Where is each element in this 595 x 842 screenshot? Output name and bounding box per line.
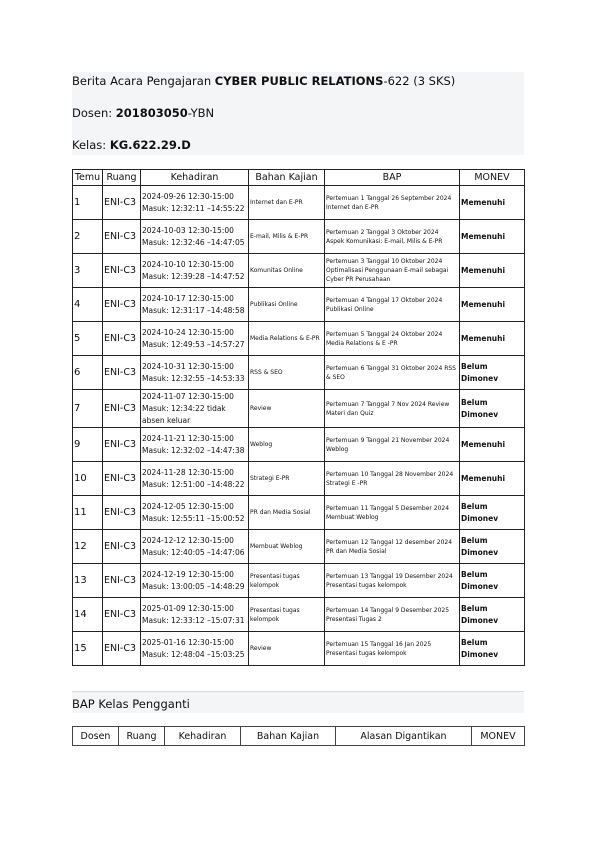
- col-monev: MONEV: [472, 727, 525, 746]
- temu-cell: 4: [73, 288, 103, 322]
- schedule-time: 2024-11-07 12:30-15:00: [142, 391, 234, 401]
- schedule-time: 2024-10-17 12:30-15:00: [142, 293, 234, 303]
- schedule-time: 2025-01-09 12:30-15:00: [142, 603, 234, 613]
- ruang-cell: ENI-C3: [103, 186, 141, 220]
- bap-cell: Pertemuan 7 Tanggal 7 Nov 2024 Review Materi dan Quiz: [325, 390, 460, 428]
- bap-cell: Pertemuan 3 Tanggal 10 Oktober 2024 Optimalisasi Penggunaan E-mail sebagai Cyber PR Perusahaan: [325, 254, 460, 288]
- col-kehadiran: Kehadiran: [141, 170, 249, 186]
- ruang-cell: ENI-C3: [103, 390, 141, 428]
- temu-cell: 6: [73, 356, 103, 390]
- kehadiran-cell: [141, 530, 249, 564]
- schedule-time: 2024-12-05 12:30-15:00: [142, 501, 234, 511]
- check-in-time: Masuk: 12:55:11 –15:00:52: [142, 513, 245, 523]
- check-in-time: Masuk: 12:39:28 –14:47:52: [142, 271, 245, 281]
- ruang-cell: ENI-C3: [103, 598, 141, 632]
- schedule-time: 2024-12-19 12:30-15:00: [142, 569, 234, 579]
- check-in-time: Masuk: 12:32:11 –14:55:22: [142, 203, 245, 213]
- bap-cell: Pertemuan 5 Tanggal 24 Oktober 2024 Media Relations & E -PR: [325, 322, 460, 356]
- monev-status: Memenuhi: [460, 254, 525, 288]
- bahan-cell: Presentasi tugas kelompok: [249, 564, 325, 598]
- schedule-time: 2024-09-26 12:30-15:00: [142, 191, 234, 201]
- temu-cell: 1: [73, 186, 103, 220]
- bahan-cell: Media Relations & E-PR: [249, 322, 325, 356]
- bap-cell: Pertemuan 1 Tanggal 26 September 2024 Internet dan E-PR: [325, 186, 460, 220]
- table-row: [73, 220, 525, 254]
- bahan-cell: Strategi E-PR: [249, 462, 325, 496]
- course-name: CYBER PUBLIC RELATIONS: [214, 74, 384, 88]
- col-ruang: Ruang: [103, 170, 141, 186]
- bap-cell: Pertemuan 2 Tanggal 3 Oktober 2024 Aspek Komunikasi: E-mail, Milis & E-PR: [325, 220, 460, 254]
- monev-status: Belum Dimonev: [460, 632, 525, 666]
- document-title: Berita Acara Pengajaran CYBER PUBLIC RELATIONS-622 (3 SKS): [72, 74, 456, 88]
- schedule-time: 2025-01-16 12:30-15:00: [142, 637, 234, 647]
- check-in-time: Masuk: 12:48:04 –15:03:25: [142, 649, 245, 659]
- temu-cell: 5: [73, 322, 103, 356]
- ruang-cell: ENI-C3: [103, 462, 141, 496]
- ruang-cell: ENI-C3: [103, 220, 141, 254]
- class-code: KG.622.29.D: [109, 138, 191, 152]
- bahan-cell: Internet dan E-PR: [249, 186, 325, 220]
- check-in-time: Masuk: 12:40:05 –14:47:06: [142, 547, 245, 557]
- table-row: [73, 428, 525, 462]
- check-in-time: Masuk: 12:49:53 –14:57:27: [142, 339, 245, 349]
- temu-cell: 7: [73, 390, 103, 428]
- table-row: [73, 530, 525, 564]
- schedule-time: 2024-11-21 12:30-15:00: [142, 433, 234, 443]
- col-bahan-kajian: Bahan Kajian: [249, 170, 325, 186]
- temu-cell: 2: [73, 220, 103, 254]
- lecturer-id: 201803050: [115, 106, 188, 120]
- table-row: [73, 186, 525, 220]
- monev-status: Memenuhi: [460, 288, 525, 322]
- kehadiran-cell: [141, 322, 249, 356]
- bahan-cell: Review: [249, 632, 325, 666]
- temu-cell: 14: [73, 598, 103, 632]
- ruang-cell: ENI-C3: [103, 254, 141, 288]
- kehadiran-cell: [141, 288, 249, 322]
- lecturer-line: Dosen: 201803050-YBN: [72, 106, 215, 120]
- temu-cell: 15: [73, 632, 103, 666]
- temu-cell: 3: [73, 254, 103, 288]
- kehadiran-cell: [141, 254, 249, 288]
- table-row: [73, 632, 525, 666]
- table-row: [73, 288, 525, 322]
- monev-status: Belum Dimonev: [460, 530, 525, 564]
- col-dosen: Dosen: [73, 727, 119, 746]
- col-monev: MONEV: [460, 170, 525, 186]
- bahan-cell: Publikasi Online: [249, 288, 325, 322]
- bahan-cell: E-mail, Milis & E-PR: [249, 220, 325, 254]
- monev-status: Memenuhi: [460, 428, 525, 462]
- table-row: [73, 390, 525, 428]
- table-header-row: [73, 170, 525, 186]
- table-row: [73, 496, 525, 530]
- schedule-time: 2024-10-03 12:30-15:00: [142, 225, 234, 235]
- schedule-time: 2024-10-24 12:30-15:00: [142, 327, 234, 337]
- bap-cell: Pertemuan 11 Tanggal 5 Desember 2024 Membuat Weblog: [325, 496, 460, 530]
- monev-status: Belum Dimonev: [460, 598, 525, 632]
- ruang-cell: ENI-C3: [103, 496, 141, 530]
- check-in-time: Masuk: 12:32:02 –14:47:38: [142, 445, 245, 455]
- kehadiran-cell: [141, 632, 249, 666]
- bap-cell: Pertemuan 14 Tanggal 9 Desember 2025 Presentasi Tugas 2: [325, 598, 460, 632]
- attendance-table: [72, 169, 525, 666]
- table-row: [73, 356, 525, 390]
- monev-status: Memenuhi: [460, 462, 525, 496]
- monev-status: Belum Dimonev: [460, 496, 525, 530]
- col-bap: BAP: [325, 170, 460, 186]
- check-in-time: Masuk: 12:33:12 –15:07:31: [142, 615, 245, 625]
- kehadiran-cell: [141, 496, 249, 530]
- check-in-time: Masuk: 12:51:00 –14:48:22: [142, 479, 245, 489]
- bahan-cell: Presentasi tugas kelompok: [249, 598, 325, 632]
- bahan-cell: Membuat Weblog: [249, 530, 325, 564]
- temu-cell: 10: [73, 462, 103, 496]
- bahan-cell: Komunitas Online: [249, 254, 325, 288]
- col-temu: Temu: [73, 170, 103, 186]
- bap-cell: Pertemuan 10 Tanggal 28 November 2024 Strategi E -PR: [325, 462, 460, 496]
- monev-status: Belum Dimonev: [460, 390, 525, 428]
- ruang-cell: ENI-C3: [103, 356, 141, 390]
- check-in-time: Masuk: 12:34:22 tidak absen keluar: [142, 403, 226, 425]
- temu-cell: 13: [73, 564, 103, 598]
- check-in-time: Masuk: 12:32:55 –14:53:33: [142, 373, 245, 383]
- bap-cell: Pertemuan 4 Tanggal 17 Oktober 2024 Publikasi Online: [325, 288, 460, 322]
- schedule-time: 2024-10-31 12:30-15:00: [142, 361, 234, 371]
- col-alasan-digantikan: Alasan Digantikan: [336, 727, 472, 746]
- table-row: [73, 322, 525, 356]
- replacement-header-row: [73, 727, 525, 746]
- monev-status: Memenuhi: [460, 186, 525, 220]
- kehadiran-cell: [141, 462, 249, 496]
- replacement-title: BAP Kelas Pengganti: [72, 697, 190, 711]
- replacement-table: [72, 726, 525, 746]
- bap-cell: Pertemuan 12 Tanggal 12 desember 2024 PR dan Media Sosial: [325, 530, 460, 564]
- col-bahan-kajian: Bahan Kajian: [241, 727, 336, 746]
- kehadiran-cell: [141, 390, 249, 428]
- kehadiran-cell: [141, 220, 249, 254]
- check-in-time: Masuk: 12:31:17 –14:48:58: [142, 305, 245, 315]
- bap-cell: Pertemuan 13 Tanggal 19 Desember 2024 Presentasi tugas kelompok: [325, 564, 460, 598]
- ruang-cell: ENI-C3: [103, 288, 141, 322]
- class-line: Kelas: KG.622.29.D: [72, 138, 191, 152]
- bap-cell: Pertemuan 9 Tanggal 21 November 2024 Weblog: [325, 428, 460, 462]
- bap-cell: Pertemuan 15 Tanggal 16 Jan 2025 Presentasi tugas kelompok: [325, 632, 460, 666]
- check-in-time: Masuk: 13:00:05 –14:48:29: [142, 581, 245, 591]
- ruang-cell: ENI-C3: [103, 530, 141, 564]
- table-row: [73, 564, 525, 598]
- col-ruang: Ruang: [119, 727, 165, 746]
- kehadiran-cell: [141, 356, 249, 390]
- bahan-cell: Weblog: [249, 428, 325, 462]
- monev-status: Memenuhi: [460, 220, 525, 254]
- ruang-cell: ENI-C3: [103, 564, 141, 598]
- ruang-cell: ENI-C3: [103, 632, 141, 666]
- monev-status: Belum Dimonev: [460, 564, 525, 598]
- temu-cell: 12: [73, 530, 103, 564]
- bahan-cell: RSS & SEO: [249, 356, 325, 390]
- monev-status: Memenuhi: [460, 322, 525, 356]
- kehadiran-cell: [141, 428, 249, 462]
- kehadiran-cell: [141, 598, 249, 632]
- table-row: [73, 254, 525, 288]
- check-in-time: Masuk: 12:32:46 –14:47:05: [142, 237, 245, 247]
- table-row: [73, 598, 525, 632]
- col-kehadiran: Kehadiran: [165, 727, 241, 746]
- ruang-cell: ENI-C3: [103, 322, 141, 356]
- bahan-cell: PR dan Media Sosial: [249, 496, 325, 530]
- schedule-time: 2024-12-12 12:30-15:00: [142, 535, 234, 545]
- monev-status: Belum Dimonev: [460, 356, 525, 390]
- kehadiran-cell: [141, 564, 249, 598]
- table-row: [73, 462, 525, 496]
- schedule-time: 2024-10-10 12:30-15:00: [142, 259, 234, 269]
- bap-cell: Pertemuan 6 Tanggal 31 Oktober 2024 RSS & SEO: [325, 356, 460, 390]
- temu-cell: 11: [73, 496, 103, 530]
- schedule-time: 2024-11-28 12:30-15:00: [142, 467, 234, 477]
- bahan-cell: Review: [249, 390, 325, 428]
- kehadiran-cell: [141, 186, 249, 220]
- temu-cell: 9: [73, 428, 103, 462]
- ruang-cell: ENI-C3: [103, 428, 141, 462]
